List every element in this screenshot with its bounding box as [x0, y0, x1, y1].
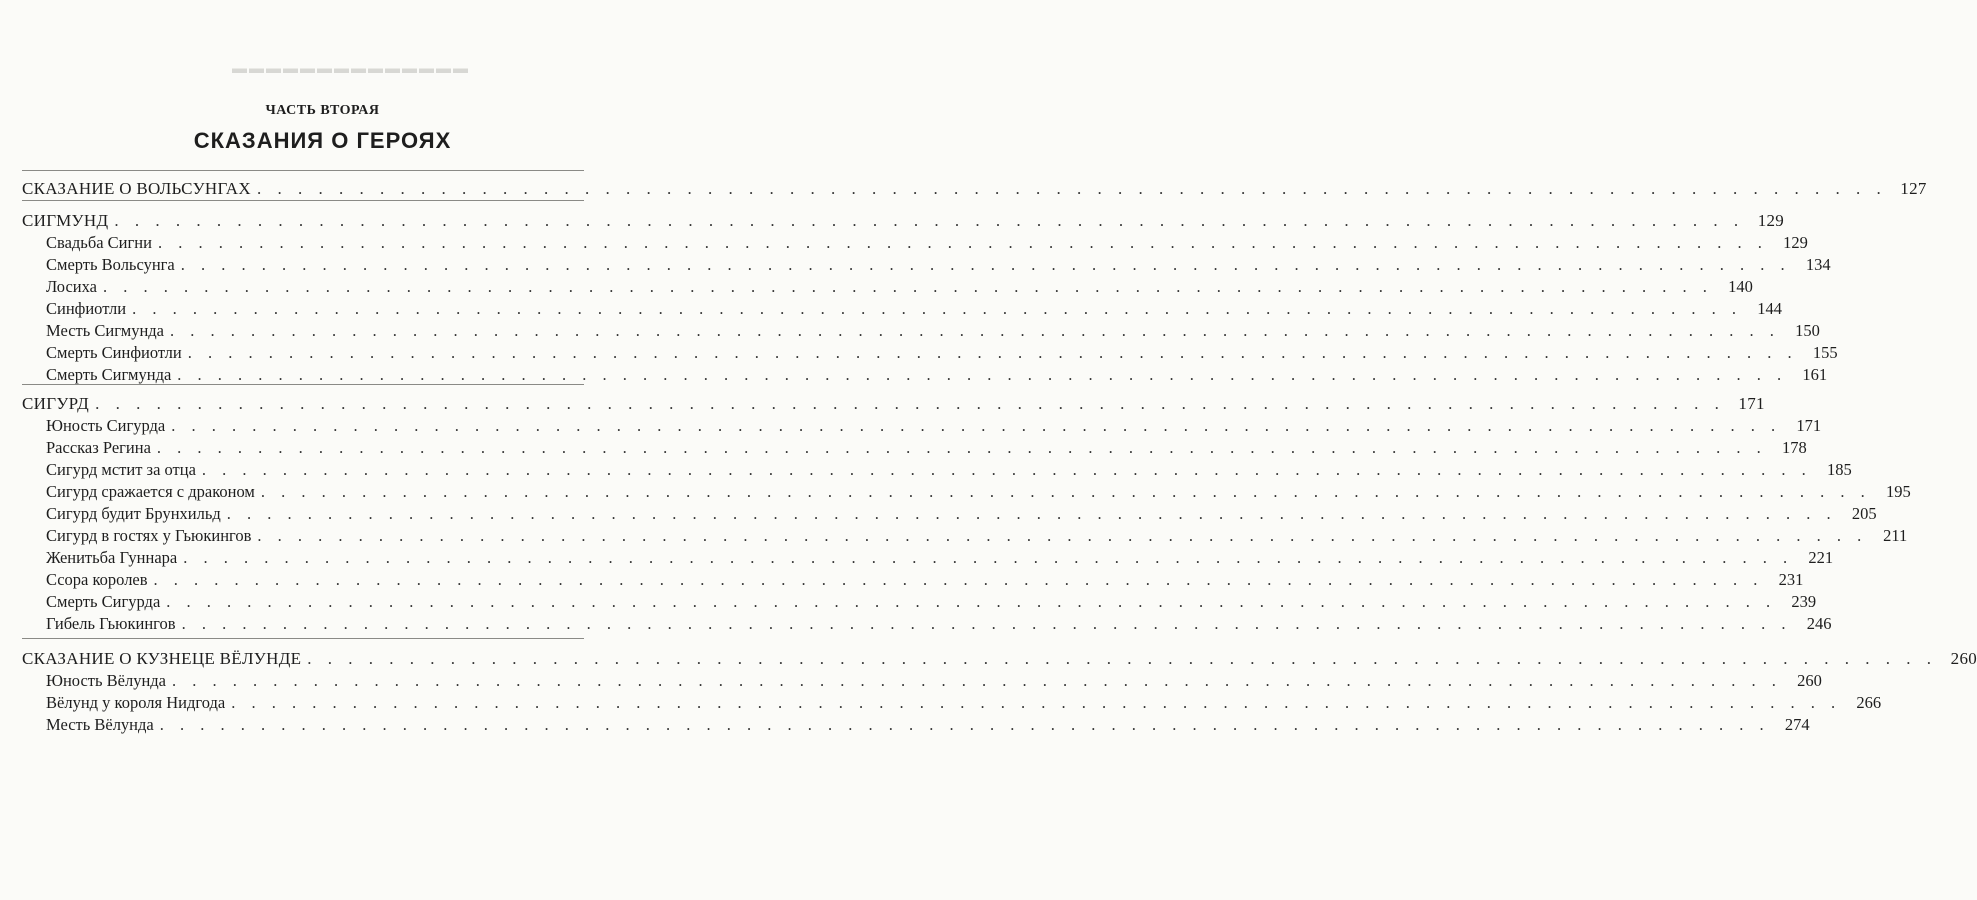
toc-section-entry [22, 178, 1927, 200]
toc-subentry [46, 276, 1753, 298]
toc-subentry [46, 459, 1852, 481]
toc-page-number: 221 [1808, 548, 1834, 567]
toc-entry-title: Сигурд сражается с драконом [46, 482, 255, 501]
toc-subentry [46, 569, 1804, 591]
toc-subentry [46, 503, 1877, 525]
toc-entry-title: СКАЗАНИЕ О ВОЛЬСУНГАХ [22, 179, 251, 198]
dot-leader: . . . . . . . . . . . . . . . . . . . . . . . . . . . . . . . . . . . . . . . . . . . . . . . . . . . . . . . . . . . . . . . . . . . . . . . . . . . . . . . . [256, 179, 1887, 198]
toc-subentry [46, 670, 1822, 692]
toc-entry-title: Сигурд в гостях у Гьюкингов [46, 526, 252, 545]
toc-entry-title: Сигурд мстит за отца [46, 460, 196, 479]
toc-subentry [46, 298, 1782, 320]
toc-subentry [46, 364, 1828, 386]
toc-subentry [46, 613, 1832, 635]
dot-leader: . . . . . . . . . . . . . . . . . . . . . . . . . . . . . . . . . . . . . . . . . . . . . . . . . . . . . . . . . . . . . . . . . . . . . . . . . . . . . . . . [260, 482, 1871, 501]
section-divider [22, 170, 584, 171]
toc-entry-title: Сигурд будит Брунхильд [46, 504, 221, 523]
toc-subentry [46, 714, 1810, 736]
dot-leader: . . . . . . . . . . . . . . . . . . . . . . . . . . . . . . . . . . . . . . . . . . . . . . . . . . . . . . . . . . . . . . . . . . . . . . . . . . . . . . . . [114, 211, 1745, 230]
section-divider [22, 638, 584, 639]
toc-subentry [46, 232, 1808, 254]
toc-entry-title: Гибель Гьюкингов [46, 614, 176, 633]
dot-leader: . . . . . . . . . . . . . . . . . . . . . . . . . . . . . . . . . . . . . . . . . . . . . . . . . . . . . . . . . . . . . . . . . . . . . . . . . . . . . . . . [231, 693, 1842, 712]
toc-entry-title: Рассказ Регина [46, 438, 151, 457]
toc-entry-title: Смерть Синфиотли [46, 343, 182, 362]
toc-page-number: 161 [1802, 365, 1828, 384]
dot-leader: . . . . . . . . . . . . . . . . . . . . . . . . . . . . . . . . . . . . . . . . . . . . . . . . . . . . . . . . . . . . . . . . . . . . . . . . . . . . . . . . [153, 570, 1764, 589]
toc-section-entry [22, 648, 1977, 670]
toc-page-number: 150 [1795, 321, 1820, 340]
dot-leader: . . . . . . . . . . . . . . . . . . . . . . . . . . . . . . . . . . . . . . . . . . . . . . . . . . . . . . . . . . . . . . . . . . . . . . . . . . . . . . . . [157, 233, 1768, 252]
toc-page-number: 127 [1900, 179, 1927, 198]
dot-leader: . . . . . . . . . . . . . . . . . . . . . . . . . . . . . . . . . . . . . . . . . . . . . . . . . . . . . . . . . . . . . . . . . . . . . . . . . . . . . . . . [180, 255, 1791, 274]
toc-entry-title: Женитьба Гуннара [46, 548, 178, 567]
toc-page-number: 171 [1796, 416, 1822, 435]
toc-entry-title: СКАЗАНИЕ О КУЗНЕЦЕ ВЁЛУНДЕ [22, 649, 302, 668]
toc-page-number: 144 [1757, 299, 1782, 318]
toc-page-number: 134 [1805, 255, 1831, 274]
toc-entry-title: Лосиха [46, 277, 97, 296]
dot-leader: . . . . . . . . . . . . . . . . . . . . . . . . . . . . . . . . . . . . . . . . . . . . . . . . . . . . . . . . . . . . . . . . . . . . . . . . . . . . . . . . [172, 671, 1782, 690]
toc-entry-title: Вёлунд у короля Нидгода [46, 693, 226, 712]
dot-leader: . . . . . . . . . . . . . . . . . . . . . . . . . . . . . . . . . . . . . . . . . . . . . . . . . . . . . . . . . . . . . . . . . . . . . . . . . . . . . . . . [95, 394, 1725, 413]
dot-leader: . . . . . . . . . . . . . . . . . . . . . . . . . . . . . . . . . . . . . . . . . . . . . . . . . . . . . . . . . . . . . . . . . . . . . . . . . . . . . . . . [156, 438, 1767, 457]
dot-leader: . . . . . . . . . . . . . . . . . . . . . . . . . . . . . . . . . . . . . . . . . . . . . . . . . . . . . . . . . . . . . . . . . . . . . . . . . . . . . . . . [183, 548, 1794, 567]
toc-page-number: 205 [1851, 504, 1877, 523]
toc-entry-title: Смерть Сигурда [46, 592, 161, 611]
toc-entry-title: Юность Вёлунда [46, 671, 166, 690]
toc-entry-title: СИГУРД [22, 394, 90, 413]
dot-leader: . . . . . . . . . . . . . . . . . . . . . . . . . . . . . . . . . . . . . . . . . . . . . . . . . . . . . . . . . . . . . . . . . . . . . . . . . . . . . . . . [170, 321, 1780, 340]
toc-page-number: 171 [1738, 394, 1765, 413]
toc-entry-title: Юность Сигурда [46, 416, 166, 435]
part-title: СКАЗАНИЯ О ГЕРОЯХ [193, 128, 452, 153]
toc-section-entry [22, 393, 1765, 415]
toc-page-number: 129 [1783, 233, 1808, 252]
toc-entry-title: Синфиотли [46, 299, 127, 318]
part-label: ЧАСТЬ ВТОРАЯ [265, 103, 380, 118]
toc-page-number: 195 [1885, 482, 1911, 501]
section-divider [22, 200, 584, 201]
toc-entry-title: СИГМУНД [22, 211, 109, 230]
dot-leader: . . . . . . . . . . . . . . . . . . . . . . . . . . . . . . . . . . . . . . . . . . . . . . . . . . . . . . . . . . . . . . . . . . . . . . . . . . . . . . . . [307, 649, 1938, 668]
toc-entry-title: Смерть Сигмунда [46, 365, 172, 384]
toc-page-number: 129 [1757, 211, 1785, 230]
toc-subentry [46, 320, 1820, 342]
toc-page-number: 211 [1883, 526, 1908, 545]
dot-leader: . . . . . . . . . . . . . . . . . . . . . . . . . . . . . . . . . . . . . . . . . . . . . . . . . . . . . . . . . . . . . . . . . . . . . . . . . . . . . . . . [171, 416, 1782, 435]
toc-subentry [46, 525, 1908, 547]
toc-page-number: 239 [1791, 592, 1817, 611]
toc-entry-title: Ссора королев [46, 570, 148, 589]
toc-page-number: 178 [1782, 438, 1807, 457]
toc-subentry [46, 547, 1834, 569]
toc-section-entry [22, 210, 1785, 232]
dot-leader: . . . . . . . . . . . . . . . . . . . . . . . . . . . . . . . . . . . . . . . . . . . . . . . . . . . . . . . . . . . . . . . . . . . . . . . . . . . . . . . . [257, 526, 1868, 545]
toc-subentry [46, 692, 1882, 714]
dot-leader: . . . . . . . . . . . . . . . . . . . . . . . . . . . . . . . . . . . . . . . . . . . . . . . . . . . . . . . . . . . . . . . . . . . . . . . . . . . . . . . . [132, 299, 1742, 318]
dot-leader: . . . . . . . . . . . . . . . . . . . . . . . . . . . . . . . . . . . . . . . . . . . . . . . . . . . . . . . . . . . . . . . . . . . . . . . . . . . . . . . . [181, 614, 1792, 633]
toc-page-number: 155 [1812, 343, 1838, 362]
toc-page-number: 260 [1950, 649, 1977, 668]
toc-subentry [46, 437, 1807, 459]
toc-subentry [46, 591, 1817, 613]
toc-subentry [46, 481, 1911, 503]
toc-subentry [46, 415, 1822, 437]
dot-leader: . . . . . . . . . . . . . . . . . . . . . . . . . . . . . . . . . . . . . . . . . . . . . . . . . . . . . . . . . . . . . . . . . . . . . . . . . . . . . . . . [159, 715, 1770, 734]
dot-leader: . . . . . . . . . . . . . . . . . . . . . . . . . . . . . . . . . . . . . . . . . . . . . . . . . . . . . . . . . . . . . . . . . . . . . . . . . . . . . . . . [201, 460, 1812, 479]
toc-subentry [46, 254, 1831, 276]
dot-leader: . . . . . . . . . . . . . . . . . . . . . . . . . . . . . . . . . . . . . . . . . . . . . . . . . . . . . . . . . . . . . . . . . . . . . . . . . . . . . . . . [226, 504, 1837, 523]
toc-page-number: 140 [1728, 277, 1753, 296]
toc-page-number: 260 [1797, 671, 1822, 690]
dot-leader: . . . . . . . . . . . . . . . . . . . . . . . . . . . . . . . . . . . . . . . . . . . . . . . . . . . . . . . . . . . . . . . . . . . . . . . . . . . . . . . . [177, 365, 1788, 384]
bleed-through-text: ▬▬▬▬▬▬▬▬▬▬▬▬▬▬ [232, 60, 470, 77]
toc-page-number: 185 [1827, 460, 1852, 479]
toc-page-number: 231 [1778, 570, 1804, 589]
dot-leader: . . . . . . . . . . . . . . . . . . . . . . . . . . . . . . . . . . . . . . . . . . . . . . . . . . . . . . . . . . . . . . . . . . . . . . . . . . . . . . . . [166, 592, 1777, 611]
toc-subentry [46, 342, 1838, 364]
toc-page-number: 266 [1856, 693, 1882, 712]
toc-entry-title: Смерть Вольсунга [46, 255, 175, 274]
toc-page-number: 274 [1784, 715, 1810, 734]
dot-leader: . . . . . . . . . . . . . . . . . . . . . . . . . . . . . . . . . . . . . . . . . . . . . . . . . . . . . . . . . . . . . . . . . . . . . . . . . . . . . . . . [187, 343, 1798, 362]
toc-entry-title: Свадьба Сигни [46, 233, 152, 252]
toc-entry-title: Месть Сигмунда [46, 321, 164, 340]
toc-page-number: 246 [1806, 614, 1832, 633]
dot-leader: . . . . . . . . . . . . . . . . . . . . . . . . . . . . . . . . . . . . . . . . . . . . . . . . . . . . . . . . . . . . . . . . . . . . . . . . . . . . . . . . [102, 277, 1713, 296]
toc-entry-title: Месть Вёлунда [46, 715, 154, 734]
